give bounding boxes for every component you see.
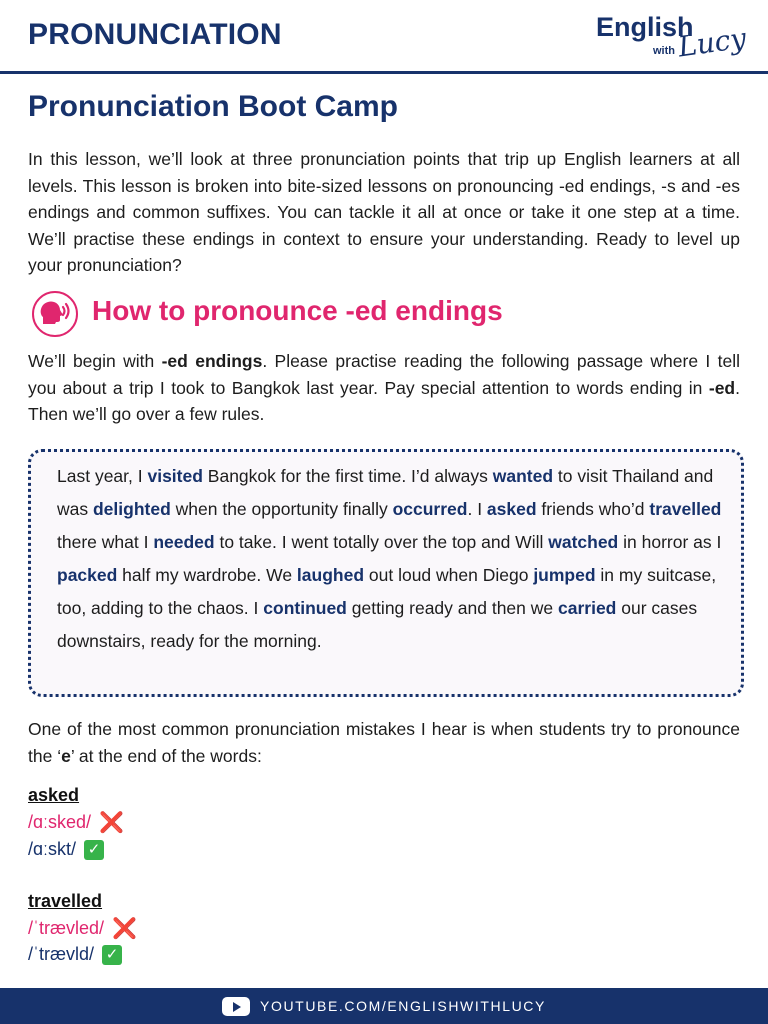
logo-english: English <box>596 12 694 42</box>
correct-pronunciation <box>28 839 104 860</box>
section-heading: How to pronounce -ed endings <box>92 295 503 326</box>
english-with-lucy-logo <box>596 12 749 64</box>
lead-text-2: . Please practise reading the following passage where I tell you about a trip I took to Bangkok last year. Pay special attention to words ending in <box>28 351 741 398</box>
highlighted-ed-word: packed <box>57 565 118 585</box>
passage-text: in horror as I <box>618 532 722 552</box>
passage-text: half my wardrobe. We <box>117 565 297 585</box>
passage-text: getting ready and then we <box>346 598 558 618</box>
highlighted-ed-word: watched <box>548 532 619 552</box>
page-footer <box>0 988 768 1024</box>
highlighted-ed-word: asked <box>486 499 537 519</box>
passage-text: out loud when Diego <box>364 565 534 585</box>
highlighted-ed-word: wanted <box>492 466 554 486</box>
highlighted-ed-word: delighted <box>92 499 171 519</box>
lead-text-1: We’ll begin with <box>28 351 162 371</box>
lead-paragraph <box>28 348 740 428</box>
highlighted-ed-word: occurred <box>392 499 468 519</box>
cross-mark-icon: ❌ <box>112 917 137 940</box>
passage-text: our cases downstairs, ready for the morning. <box>57 598 698 651</box>
highlighted-ed-word: continued <box>263 598 347 618</box>
highlighted-ed-word: travelled <box>649 499 722 519</box>
reading-passage-box <box>28 449 744 697</box>
passage-text: in my suitcase, too, adding to the chaos. I <box>57 565 717 618</box>
passage-text: Last year, I <box>57 466 148 486</box>
section-label: PRONUNCIATION <box>28 18 282 51</box>
cross-mark-icon: ❌ <box>99 811 124 834</box>
passage-text: . I <box>467 499 487 519</box>
logo-with: with <box>653 45 675 57</box>
passage-text: when the opportunity finally <box>170 499 393 519</box>
highlighted-ed-word: needed <box>153 532 215 552</box>
correct-pronunciation <box>28 944 122 965</box>
youtube-icon <box>222 997 250 1016</box>
passage-text: to visit Thailand and was <box>57 466 714 519</box>
correct-ipa: /ˈtrævld/ <box>28 944 95 964</box>
lead-bold-2: -ed <box>708 377 736 398</box>
correct-ipa: /ɑːskt/ <box>28 839 77 859</box>
wrong-ipa: /ˈtrævled/ <box>28 918 105 938</box>
passage-text: there what I <box>57 532 154 552</box>
logo-lucy: Lucy <box>676 21 749 64</box>
youtube-link[interactable]: YOUTUBE.COM/ENGLISHWITHLUCY <box>260 998 546 1014</box>
highlighted-ed-word: visited <box>147 466 203 486</box>
page-title: Pronunciation Boot Camp <box>28 90 398 123</box>
highlighted-ed-word: jumped <box>533 565 596 585</box>
mistake-text-1: One of the most common pronunciation mistakes I hear is when students try to pronounce the ‘ <box>28 719 740 766</box>
wrong-pronunciation <box>28 812 124 833</box>
example-word: asked <box>28 785 80 805</box>
example-word: travelled <box>28 891 103 911</box>
check-mark-icon: ✓ <box>102 945 122 965</box>
highlighted-ed-word: carried <box>558 598 617 618</box>
lead-text-3: . Then we’ll go over a few rules. <box>28 377 740 424</box>
mistake-paragraph <box>28 716 740 769</box>
speaking-head-icon <box>32 291 78 337</box>
intro-paragraph: In this lesson, we’ll look at three pronunciation points that trip up English learners at all levels. This lesson is broken into bite-sized lessons on pronouncing -ed endings, -s and -es endings and common suffixes. You can tackle it all at once or take it one step at a time. We’ll practise these endings in context to ensure your understanding. Ready to level up your pronunciation? <box>28 149 740 275</box>
passage-text: Bangkok for the first time. I’d always <box>202 466 493 486</box>
wrong-ipa: /ɑːsked/ <box>28 812 92 832</box>
check-mark-icon: ✓ <box>84 840 104 860</box>
lead-bold-1: -ed endings <box>161 351 263 371</box>
mistake-bold-e: e <box>61 745 71 766</box>
passage-text: to take. I went totally over the top and Will <box>214 532 549 552</box>
page-header <box>0 0 768 74</box>
mistake-text-2: ’ at the end of the words: <box>70 745 262 766</box>
highlighted-ed-word: laughed <box>296 565 365 585</box>
wrong-pronunciation <box>28 918 137 939</box>
passage-text: friends who’d <box>536 499 650 519</box>
